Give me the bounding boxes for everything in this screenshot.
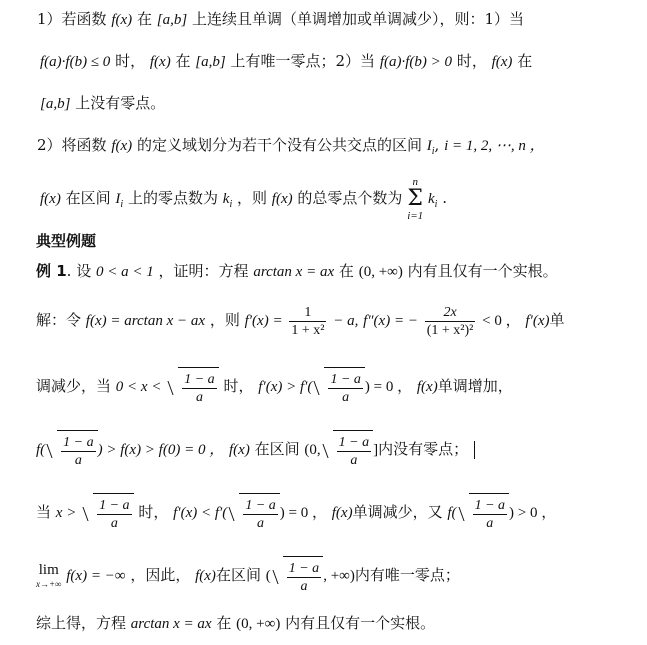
math-text: − a, xyxy=(333,313,359,329)
numerator: 1 − a xyxy=(338,435,370,450)
solution-line5 xyxy=(0,555,647,597)
text: ，则 xyxy=(237,189,268,207)
section-heading: 典型例题 xyxy=(36,232,97,250)
math-condition: f(a)·f(b) ≤ 0 xyxy=(40,54,111,70)
math-text: f′(x) < f′( xyxy=(173,505,228,521)
math-sum xyxy=(407,176,423,222)
math-fx: f(x) xyxy=(416,379,438,395)
text: . xyxy=(442,189,447,207)
text: 时， xyxy=(115,52,146,70)
para1-line1 xyxy=(0,9,647,30)
text: 调减少，当 xyxy=(36,377,112,395)
text: 解：令 xyxy=(36,311,82,329)
math-Ii: I xyxy=(426,138,432,154)
math-text: < 0 ， xyxy=(482,313,521,329)
example-label: 例 1 xyxy=(36,262,67,280)
para1-line2 xyxy=(0,51,647,72)
numerator: 1 − a xyxy=(330,372,361,387)
math-equation: arctan x = ax xyxy=(130,616,212,632)
numerator: 2x xyxy=(425,304,476,322)
math-equation: f(x) = arctan x − ax xyxy=(85,313,206,329)
math-text: f( xyxy=(36,442,46,458)
text: 单调增加， xyxy=(437,377,513,395)
text: 在区间 xyxy=(215,566,261,584)
math-sub: i xyxy=(434,199,438,210)
math-sub: i xyxy=(431,146,435,157)
math-text: (0, xyxy=(304,442,321,458)
text: 时， xyxy=(456,52,487,70)
text: 的定义域划分为若干个没有公共交点的区间 xyxy=(136,136,422,154)
denominator: a xyxy=(110,516,118,531)
math-fx: f(x) xyxy=(229,442,250,458)
math-text: f(x) = −∞ xyxy=(66,568,126,584)
denominator: a xyxy=(195,390,203,405)
math-sub: i xyxy=(229,199,233,210)
math-fx: f(x) xyxy=(331,505,353,521)
text: ，因此， xyxy=(130,566,191,584)
text: 单 xyxy=(549,311,565,329)
math-fx: f(x) xyxy=(195,568,216,584)
denominator: a xyxy=(350,453,358,468)
para2-line1: 2）将函数 f(x) 的定义域划分为若干个没有公共交点的区间 $I_i$, i = 1, 2, ⋯, n ， xyxy=(37,136,545,157)
solution-line1 xyxy=(0,300,647,341)
sum-top: n xyxy=(412,176,418,188)
text: 在 xyxy=(517,52,533,70)
text: 在 xyxy=(136,10,152,28)
text: 上有唯一零点；2）当 xyxy=(230,52,376,70)
math-Ii: I xyxy=(115,191,121,207)
text: 在 xyxy=(216,614,232,632)
math-fraction xyxy=(289,304,326,339)
denominator: (1 + x²)² xyxy=(426,322,474,338)
math-condition: x > xyxy=(55,505,77,521)
math-ki: k xyxy=(222,191,230,207)
math-index: i = 1, 2, ⋯, n ， xyxy=(444,138,545,154)
math-condition: 0 < x < xyxy=(115,379,162,395)
solution-line6 xyxy=(0,613,647,634)
text: 内没有零点； xyxy=(378,440,469,458)
math-fpp: f″(x) = − xyxy=(363,313,418,329)
math-condition: f(a)·f(b) > 0 xyxy=(379,54,453,70)
math-text: ) > f(x) > f(0) = 0 ， xyxy=(97,442,225,458)
math-text: ) = 0 ， xyxy=(279,505,327,521)
math-sqrt xyxy=(271,556,323,597)
math-text: ( xyxy=(265,568,271,584)
math-fx: f(x) xyxy=(111,12,133,28)
text: 1）若函数 xyxy=(37,10,107,28)
math-text: ) > 0 ， xyxy=(509,505,557,521)
math-condition: 0 < a < 1 xyxy=(96,264,154,280)
text: 在 xyxy=(175,52,191,70)
text: 2）将函数 xyxy=(37,136,107,154)
text: . 设 xyxy=(66,262,92,280)
math-interval: [a,b] xyxy=(195,54,226,70)
math-ki: k xyxy=(427,191,435,207)
math-text: , +∞) xyxy=(323,568,355,584)
math-sqrt xyxy=(166,367,218,408)
example-statement xyxy=(0,261,647,282)
math-fx: f(x) xyxy=(491,54,513,70)
denominator: a xyxy=(486,516,494,531)
text: 内有且仅有一个实根。 xyxy=(407,262,558,280)
text: 内有唯一零点； xyxy=(354,566,460,584)
text: 在 xyxy=(338,262,354,280)
math-text: f′(x) > f′( xyxy=(258,379,313,395)
math-sqrt xyxy=(45,430,97,471)
numerator: 1 − a xyxy=(245,498,276,513)
math-fraction xyxy=(425,304,476,339)
para2-line2 xyxy=(0,176,647,225)
math-text: ] xyxy=(373,442,379,458)
math-fx: f(x) xyxy=(40,191,61,207)
text: ，证明：方程 xyxy=(158,262,249,280)
denominator: a xyxy=(342,390,350,405)
math-sqrt xyxy=(457,493,509,534)
math-limit xyxy=(36,562,61,591)
denominator: a xyxy=(300,579,308,594)
lim-sub: x→+∞ xyxy=(36,578,62,589)
math-text: ) = 0 ， xyxy=(364,379,413,395)
para1-line3 xyxy=(0,93,647,114)
text: 内有且仅有一个实根。 xyxy=(285,614,436,632)
math-fprime: f′(x) xyxy=(525,313,550,329)
text: 综上得，方程 xyxy=(36,614,127,632)
text-cursor xyxy=(474,441,475,459)
numerator: 1 xyxy=(289,304,326,322)
text: ，则 xyxy=(209,311,240,329)
math-fprime: f′(x) = xyxy=(244,313,283,329)
text: 上的零点数为 xyxy=(127,189,218,207)
denominator: a xyxy=(74,453,82,468)
text: 上没有零点。 xyxy=(75,94,166,112)
numerator: 1 − a xyxy=(184,372,215,387)
text: 当 xyxy=(36,503,52,521)
math-text: f( xyxy=(447,505,457,521)
text: 单调减少，又 xyxy=(352,503,443,521)
denominator: a xyxy=(257,516,265,531)
math-interval: [a,b] xyxy=(40,96,71,112)
sum-bottom: i=1 xyxy=(407,210,424,222)
lim-text: lim xyxy=(38,561,59,578)
numerator: 1 − a xyxy=(99,498,130,513)
numerator: 1 − a xyxy=(63,435,94,450)
text: 在区间 xyxy=(65,189,111,207)
math-sqrt xyxy=(81,493,133,534)
math-interval: (0, +∞) xyxy=(236,616,281,632)
math-sqrt xyxy=(227,493,279,534)
math-sqrt xyxy=(321,430,373,471)
math-fx: f(x) xyxy=(149,54,171,70)
text: 时， xyxy=(223,377,254,395)
denominator: 1 + x² xyxy=(291,322,325,338)
solution-line2 xyxy=(0,366,647,408)
text: 的总零点个数为 xyxy=(297,189,403,207)
math-sub: i xyxy=(120,199,124,210)
numerator: 1 − a xyxy=(474,498,506,513)
solution-line3 xyxy=(0,429,647,471)
math-interval: [a,b] xyxy=(156,12,188,28)
sum-sigma: Σ xyxy=(407,186,423,211)
text: 时， xyxy=(138,503,169,521)
math-sqrt xyxy=(312,367,364,408)
text: 上连续且单调（单调增加或单调减少），则：1）当 xyxy=(191,10,524,28)
math-fx: f(x) xyxy=(111,138,133,154)
math-fx: f(x) xyxy=(271,191,293,207)
numerator: 1 − a xyxy=(288,561,320,576)
math-interval: (0, +∞) xyxy=(358,264,403,280)
text: 在区间 xyxy=(254,440,300,458)
math-equation: arctan x = ax xyxy=(253,264,335,280)
solution-line4 xyxy=(0,492,647,534)
